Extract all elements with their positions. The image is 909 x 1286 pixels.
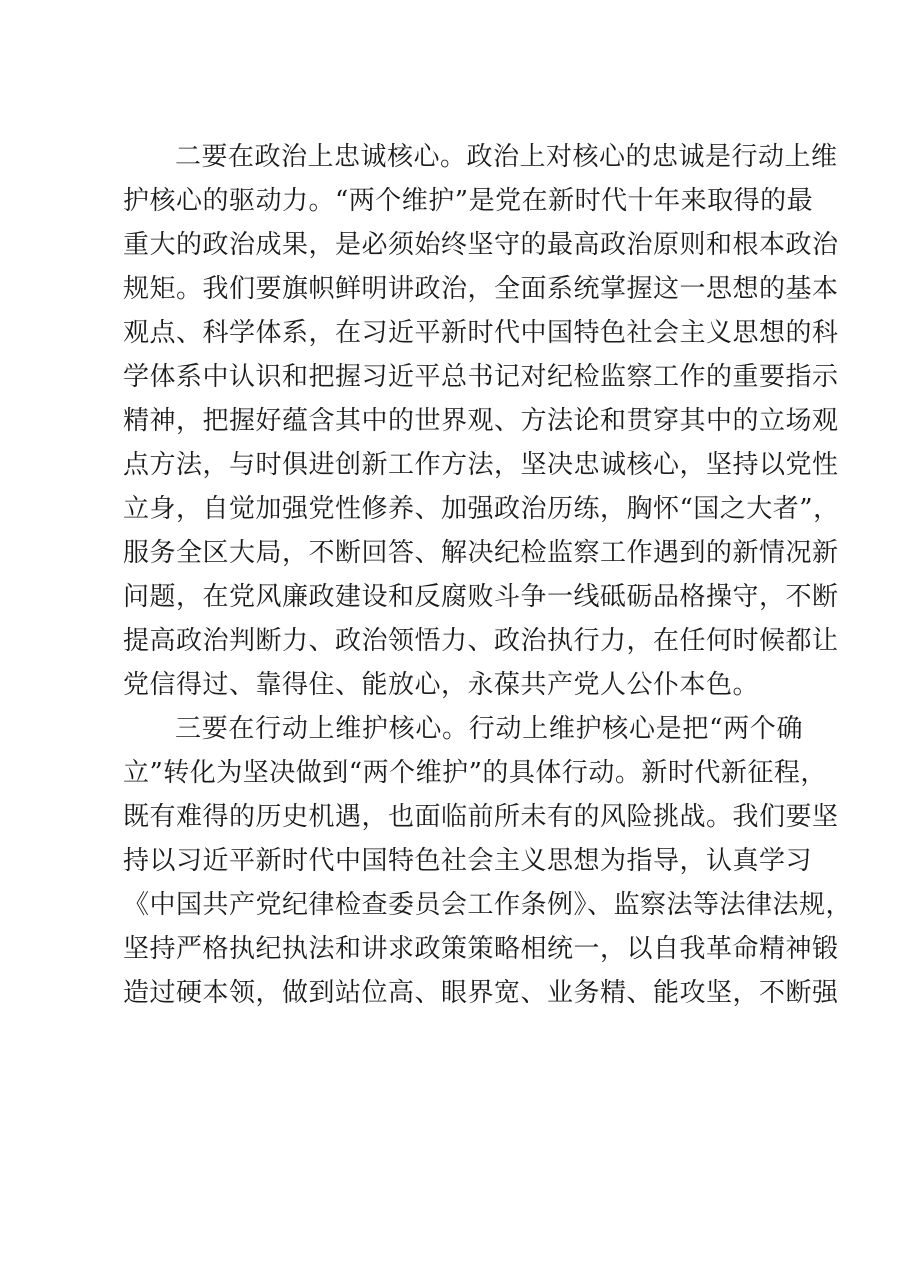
paragraph-action-support — [123, 707, 853, 1015]
text-line: 三要在行动上维护核心。行动上维护核心是把“两个确 — [175, 714, 803, 744]
text-line: 立身，自觉加强党性修养、加强政治历练，胸怀“国之大者”， — [123, 494, 840, 524]
text-line: 立”转化为坚决做到“两个维护”的具体行动。新时代新征程， — [123, 758, 827, 788]
text-line: 护核心的驱动力。“两个维护”是党在新时代十年来取得的最 — [123, 186, 814, 216]
text-line: 《中国共产党纪律检查委员会工作条例》、监察法等法律法规， — [123, 890, 853, 920]
text-line: 重大的政治成果，是必须始终坚守的最高政治原则和根本政治 — [123, 230, 839, 260]
text-line: 持以习近平新时代中国特色社会主义思想为指导，认真学习 — [123, 846, 813, 876]
text-line: 问题，在党风廉政建设和反腐败斗争一线砥砺品格操守，不断 — [123, 582, 839, 612]
text-line: 精神，把握好蕴含其中的世界观、方法论和贯穿其中的立场观 — [123, 406, 839, 436]
text-line: 点方法，与时俱进创新工作方法，坚决忠诚核心，坚持以党性 — [123, 450, 839, 480]
text-line: 党信得过、靠得住、能放心，永葆共产党人公仆本色。 — [123, 670, 760, 700]
text-line: 既有难得的历史机遇，也面临前所未有的风险挑战。我们要坚 — [123, 802, 839, 832]
text-line: 观点、科学体系，在习近平新时代中国特色社会主义思想的科 — [123, 318, 839, 348]
text-line: 造过硬本领，做到站位高、眼界宽、业务精、能攻坚，不断强 — [123, 978, 839, 1008]
text-line: 二要在政治上忠诚核心。政治上对核心的忠诚是行动上维 — [175, 142, 838, 172]
text-line: 坚持严格执纪执法和讲求政策策略相统一，以自我革命精神锻 — [123, 934, 839, 964]
text-line: 提高政治判断力、政治领悟力、政治执行力，在任何时候都让 — [123, 626, 839, 656]
paragraph-political-loyalty — [123, 135, 840, 707]
text-line: 服务全区大局，不断回答、解决纪检监察工作遇到的新情况新 — [123, 538, 839, 568]
text-line: 规矩。我们要旗帜鲜明讲政治，全面系统掌握这一思想的基本 — [123, 274, 839, 304]
text-line: 学体系中认识和把握习近平总书记对纪检监察工作的重要指示 — [123, 362, 839, 392]
document-body — [123, 135, 853, 1015]
